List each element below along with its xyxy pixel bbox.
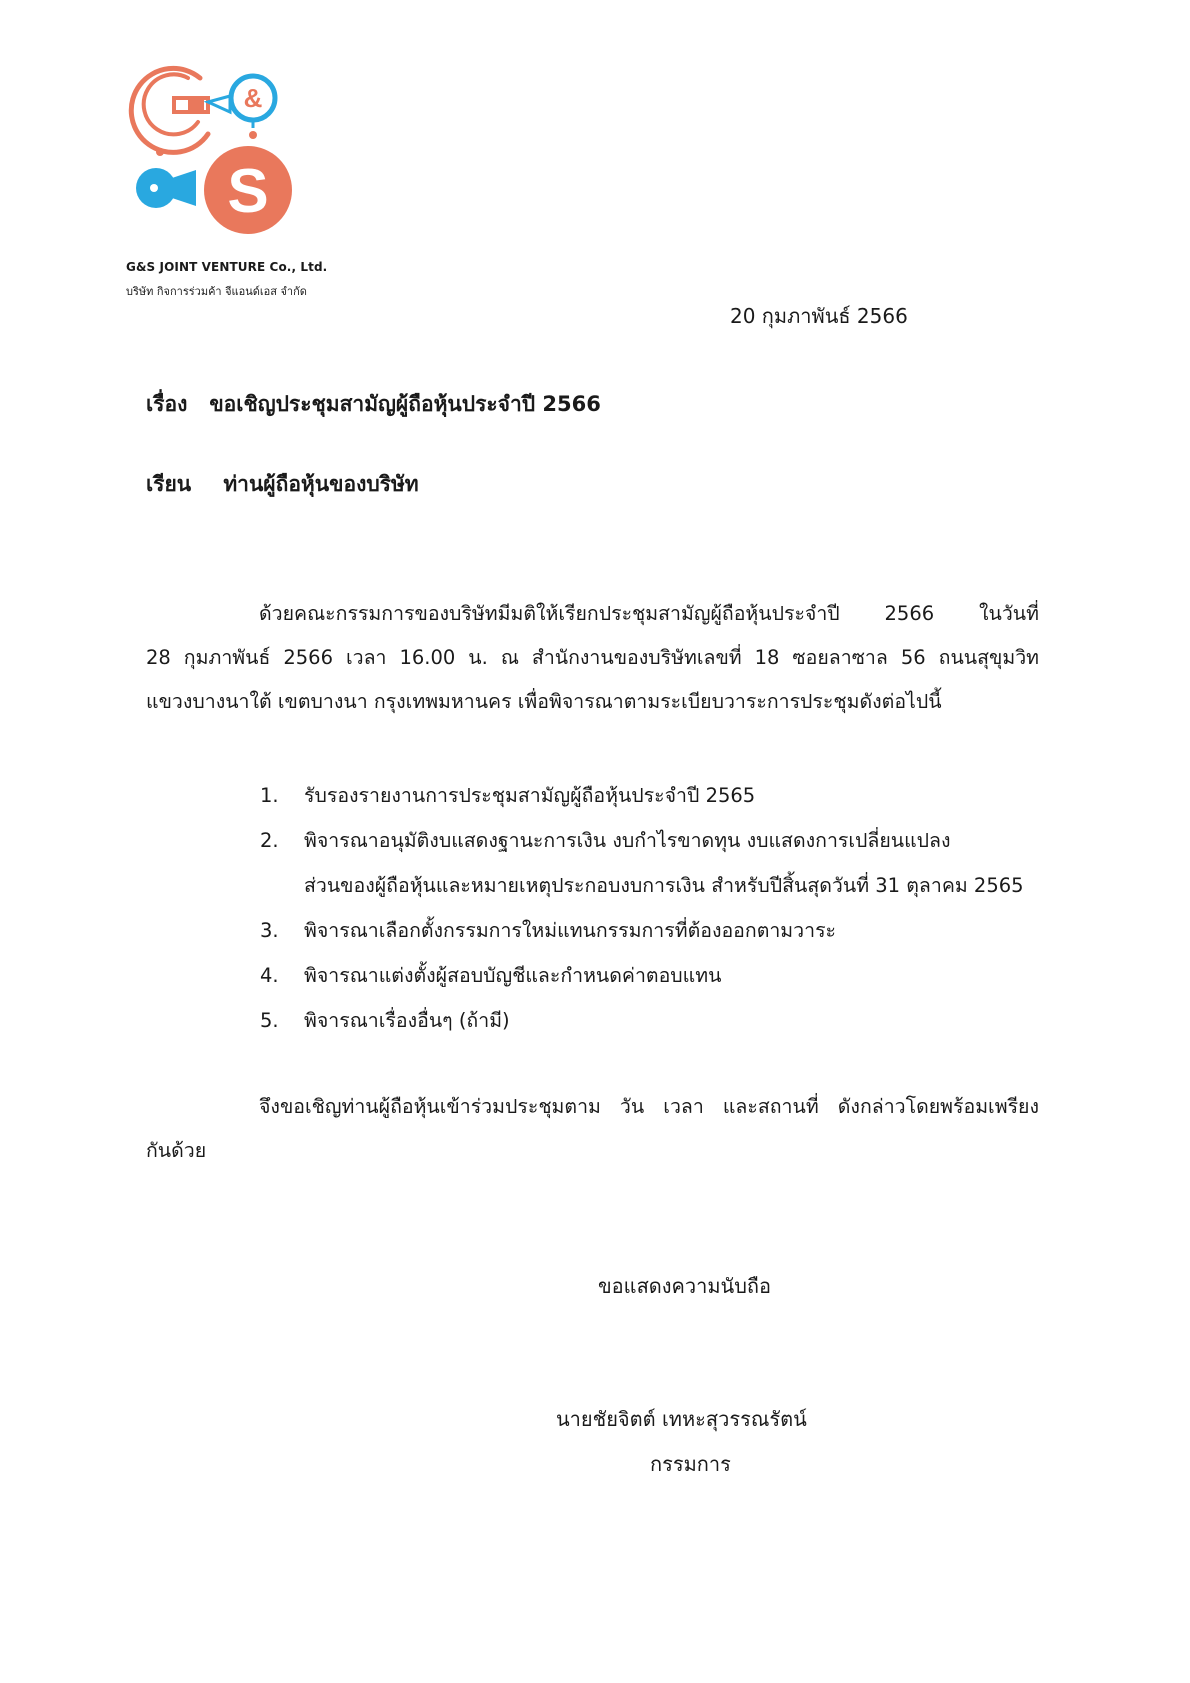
subject-line	[146, 388, 601, 421]
agenda-item	[260, 818, 1024, 863]
agenda-number: 3.	[260, 919, 279, 942]
letter-date: 20 กุมภาพันธ์ 2566	[730, 304, 908, 328]
subject-text: ขอเชิญประชุมสามัญผู้ถือหุ้นประจำปี 2566	[209, 392, 601, 416]
agenda-item	[260, 773, 1024, 818]
agenda-item	[260, 998, 1024, 1043]
company-name-en: G&S JOINT VENTURE Co., Ltd.	[126, 260, 328, 274]
company-logo	[118, 50, 328, 310]
paragraph-line: แขวงบางนาใต้ เขตบางนา กรุงเทพมหานคร เพื่อพิจารณาตามระเบียบวาระการประชุมดังต่อไปนี้	[146, 690, 942, 713]
signer-title: กรรมการ	[650, 1452, 731, 1476]
agenda-text: พิจารณาเรื่องอื่นๆ (ถ้ามี)	[304, 1009, 510, 1032]
body-paragraph-2	[146, 1085, 1039, 1173]
salutation-line	[146, 468, 419, 501]
subject-label: เรื่อง	[146, 392, 188, 416]
paragraph-line: จึงขอเชิญท่านผู้ถือหุ้นเข้าร่วมประชุมตาม วัน เวลา และสถานที่ ดังกล่าวโดยพร้อมเพรียง	[259, 1095, 1039, 1118]
svg-text:&: &	[243, 83, 263, 113]
agenda-item	[260, 908, 1024, 953]
signer-name: นายชัยจิตต์ เทหะสุวรรณรัตน์	[556, 1407, 807, 1431]
body-paragraph-1	[146, 592, 1039, 724]
agenda-item	[260, 953, 1024, 998]
agenda-number: 4.	[260, 964, 279, 987]
agenda-text: ส่วนของผู้ถือหุ้นและหมายเหตุประกอบงบการเงิน สำหรับปีสิ้นสุดวันที่ 31 ตุลาคม 2565	[304, 874, 1024, 897]
agenda-number: 5.	[260, 1009, 279, 1032]
agenda-item-continuation	[260, 863, 1024, 908]
paragraph-line: 28 กุมภาพันธ์ 2566 เวลา 16.00 น. ณ สำนักงานของบริษัทเลขที่ 18 ซอยลาซาล 56 ถนนสุขุมวิท	[146, 646, 1039, 669]
svg-text:S: S	[227, 157, 269, 226]
agenda-text: พิจารณาอนุมัติงบแสดงฐานะการเงิน งบกำไรขาดทุน งบแสดงการเปลี่ยนแปลง	[304, 829, 951, 852]
paragraph-line: กันด้วย	[146, 1139, 207, 1162]
gs-logo-icon	[118, 50, 318, 250]
agenda-list	[260, 773, 1024, 1043]
salutation-text: ท่านผู้ถือหุ้นของบริษัท	[223, 472, 419, 496]
agenda-text: พิจารณาแต่งตั้งผู้สอบบัญชีและกำหนดค่าตอบแทน	[304, 964, 722, 987]
salutation-label: เรียน	[146, 472, 192, 496]
agenda-number: 2.	[260, 829, 279, 852]
agenda-number: 1.	[260, 784, 279, 807]
company-name-th: บริษัท กิจการร่วมค้า จีแอนด์เอส จำกัด	[126, 285, 307, 298]
paragraph-line: ด้วยคณะกรรมการของบริษัทมีมติให้เรียกประชุมสามัญผู้ถือหุ้นประจำปี 2566 ในวันที่	[259, 602, 1039, 625]
closing-phrase: ขอแสดงความนับถือ	[598, 1274, 772, 1298]
agenda-text: รับรองรายงานการประชุมสามัญผู้ถือหุ้นประจำปี 2565	[304, 784, 756, 807]
agenda-text: พิจารณาเลือกตั้งกรรมการใหม่แทนกรรมการที่ต้องออกตามวาระ	[304, 919, 837, 942]
